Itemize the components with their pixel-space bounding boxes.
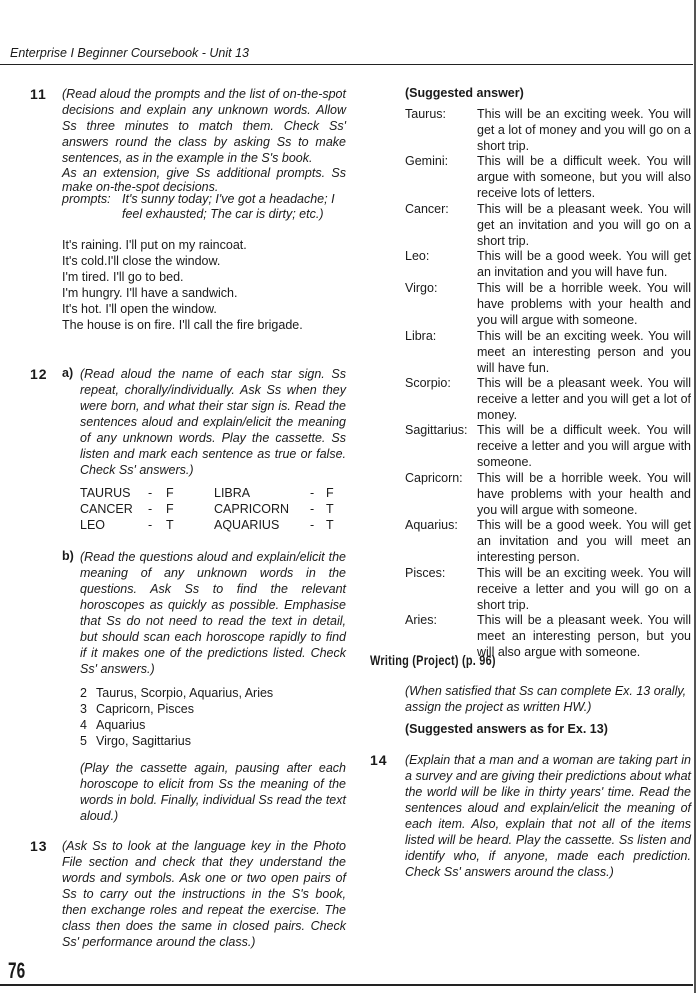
true-false-table	[80, 485, 334, 533]
answer-line: It's hot. I'll open the window.	[62, 302, 217, 316]
exercise-13-instruction: (Ask Ss to look at the language key in the Photo File section and check that they understand the words and symbols. Ask one or two open pairs of Ss to carry out the instructions in the S's book, then exchange roles and repeat the exercise. The class then does the same in closed pairs. Check Ss' performance around the class.)	[62, 839, 346, 949]
exercise-14-instruction: (Explain that a man and a woman are taking part in a survey and are giving their predictions about what the world will be like in thirty years' time. Read the sentences aloud and explain/elicit the meaning of each item. Also, explain that not all of the items listed will be heard. Play the cassette. Ss listen and identify who, if anyone, made each prediction. Check Ss' answers around the class.)	[405, 753, 691, 879]
table-row	[80, 517, 334, 533]
item-number: 2	[80, 686, 87, 700]
exercise-11-answers	[62, 237, 346, 333]
exercise-12b-answers	[80, 685, 273, 749]
star-sign-cell: CANCER	[80, 502, 133, 516]
exercise-11-prompts	[62, 192, 346, 222]
footer-rule	[0, 984, 693, 986]
exercise-11-extension: As an extension, give Ss additional prompts. Ss make on-the-spot decisions.	[62, 166, 346, 194]
answer-cell: T	[166, 518, 174, 532]
exercise-11-instruction	[62, 86, 346, 194]
horoscope-sign: Aries:	[405, 613, 437, 627]
horoscope-sign: Pisces:	[405, 566, 446, 580]
horoscope-sign: Cancer:	[405, 202, 449, 216]
star-sign-cell: AQUARIUS	[214, 518, 280, 532]
exercise-12b-instruction: (Read the questions aloud and explain/elicit the meaning of any unknown words in the questions. Ask Ss to find the relevant horoscopes as quickly as possible. Emphasise that Ss do not need to read the text in detail, but should scan each horoscope rapidly to find if it makes one of the predictions listed. Check Ss' answers.)	[80, 550, 346, 676]
item-text: Capricorn, Pisces	[96, 702, 194, 716]
answer-line: It's cold.I'll close the window.	[62, 254, 221, 268]
dash-cell: -	[148, 486, 153, 500]
dash-cell: -	[148, 502, 153, 516]
exercise-14-number: 14	[370, 752, 388, 768]
exercise-11-number: 11	[30, 86, 47, 102]
answer-cell: T	[326, 502, 334, 516]
horoscope-text: This will be a difficult week. You will receive a letter and you will argue with someone.	[477, 423, 691, 469]
answer-cell: F	[326, 486, 334, 500]
horoscope-sign: Gemini:	[405, 154, 449, 168]
table-row	[80, 485, 334, 501]
writing-suggested: (Suggested answers as for Ex. 13)	[405, 722, 608, 736]
dash-cell: -	[310, 518, 315, 532]
horoscope-text: This will be a horrible week. You will have problems with your health and you will argue with someone.	[477, 471, 691, 517]
horoscope-text: This will be a pleasant week. You will get an invitation and you will go on a short trip.	[477, 202, 691, 248]
horoscope-text: This will be a pleasant week. You will meet an interesting person, but you will also argue with someone.	[477, 613, 691, 659]
page-edge-rule	[694, 0, 696, 993]
horoscope-sign: Virgo:	[405, 281, 438, 295]
answer-line: It's raining. I'll put on my raincoat.	[62, 238, 247, 252]
dash-cell: -	[148, 518, 153, 532]
running-header: Enterprise I Beginner Coursebook - Unit 13	[10, 46, 250, 60]
horoscope-text: This will be an exciting week. You will get a lot of money and you will go on a short trip.	[477, 107, 691, 153]
star-sign-cell: LIBRA	[214, 486, 251, 500]
prompts-label: prompts:	[62, 192, 111, 206]
answer-line: I'm tired. I'll go to bed.	[62, 270, 184, 284]
star-sign-cell: CAPRICORN	[214, 502, 290, 516]
list-item	[80, 701, 273, 717]
horoscope-text: This will be a pleasant week. You will receive a letter and you will get a lot of money.	[477, 376, 691, 422]
writing-instruction: (When satisfied that Ss can complete Ex. 13 orally, assign the project as written HW.)	[405, 684, 687, 714]
answer-cell: F	[166, 486, 174, 500]
exercise-12b-followup: (Play the cassette again, pausing after each horoscope to elicit from Ss the meaning of the words in bold. Finally, individual Ss read the text aloud.)	[80, 761, 346, 823]
horoscope-text: This will be an exciting week. You will meet an interesting person and you will have fun.	[477, 329, 691, 375]
suggested-answer-heading: (Suggested answer)	[405, 86, 524, 100]
horoscope-text: This will be a good week. You will get an invitation and you will meet an interesting person.	[477, 518, 691, 564]
exercise-12a-label: a)	[62, 366, 74, 380]
horoscope-text: This will be a good week. You will get an invitation and you will have fun.	[477, 249, 691, 279]
dash-cell: -	[310, 502, 315, 516]
item-number: 3	[80, 702, 87, 716]
horoscope-sign: Taurus:	[405, 107, 446, 121]
star-sign-cell: TAURUS	[80, 486, 131, 500]
horoscope-sign: Sagittarius:	[405, 423, 468, 437]
item-text: Taurus, Scorpio, Aquarius, Aries	[96, 686, 274, 700]
answer-line: The house is on fire. I'll call the fire brigade.	[62, 318, 303, 332]
exercise-12-number: 12	[30, 366, 48, 382]
item-text: Aquarius	[96, 718, 146, 732]
exercise-12a-instruction: (Read aloud the name of each star sign. Ss repeat, chorally/individually. Ask Ss when they were born, and what their star sign is. Read the sentences aloud and explain/elicit the meaning of any unknown words. Play the cassette. Ss listen and mark each sentence as true or false. Check Ss' answers.)	[80, 367, 346, 477]
list-item	[80, 685, 273, 701]
answer-line: I'm hungry. I'll have a sandwich.	[62, 286, 238, 300]
dash-cell: -	[310, 486, 315, 500]
answer-cell: F	[166, 502, 174, 516]
horoscope-sign: Scorpio:	[405, 376, 451, 390]
list-item	[80, 733, 273, 749]
table-row	[80, 501, 334, 517]
horoscope-text: This will be a difficult week. You will argue with someone, but you will also receive lots of letters.	[477, 154, 691, 200]
answer-cell: T	[326, 518, 334, 532]
header-rule	[0, 64, 693, 65]
exercise-11-instruction-text: (Read aloud the prompts and the list of on-the-spot decisions and explain any unknown words. Allow Ss three minutes to match them. Check Ss' answers round the class by asking Ss to make sentences, as in the example in the S's book.	[62, 87, 346, 165]
star-sign-cell: LEO	[80, 518, 106, 532]
item-number: 5	[80, 734, 87, 748]
horoscope-sign: Libra:	[405, 329, 437, 343]
horoscope-sign: Capricorn:	[405, 471, 463, 485]
prompts-text: It's sunny today; I've got a headache; I feel exhausted; The car is dirty; etc.)	[122, 192, 335, 221]
list-item	[80, 717, 273, 733]
horoscope-text: This will be a horrible week. You will have problems with your health and you will argue with someone.	[477, 281, 691, 327]
horoscope-text: This will be an exciting week. You will receive a letter and you will go on a short trip.	[477, 566, 691, 612]
horoscope-sign: Leo:	[405, 249, 430, 263]
item-number: 4	[80, 718, 87, 732]
horoscope-sign: Aquarius:	[405, 518, 458, 532]
page-number: 76	[8, 958, 26, 983]
item-text: Virgo, Sagittarius	[96, 734, 191, 748]
exercise-13-number: 13	[30, 838, 48, 854]
writing-project-title: Writing (Project) (p. 96)	[370, 652, 496, 668]
exercise-12b-label: b)	[62, 549, 74, 563]
